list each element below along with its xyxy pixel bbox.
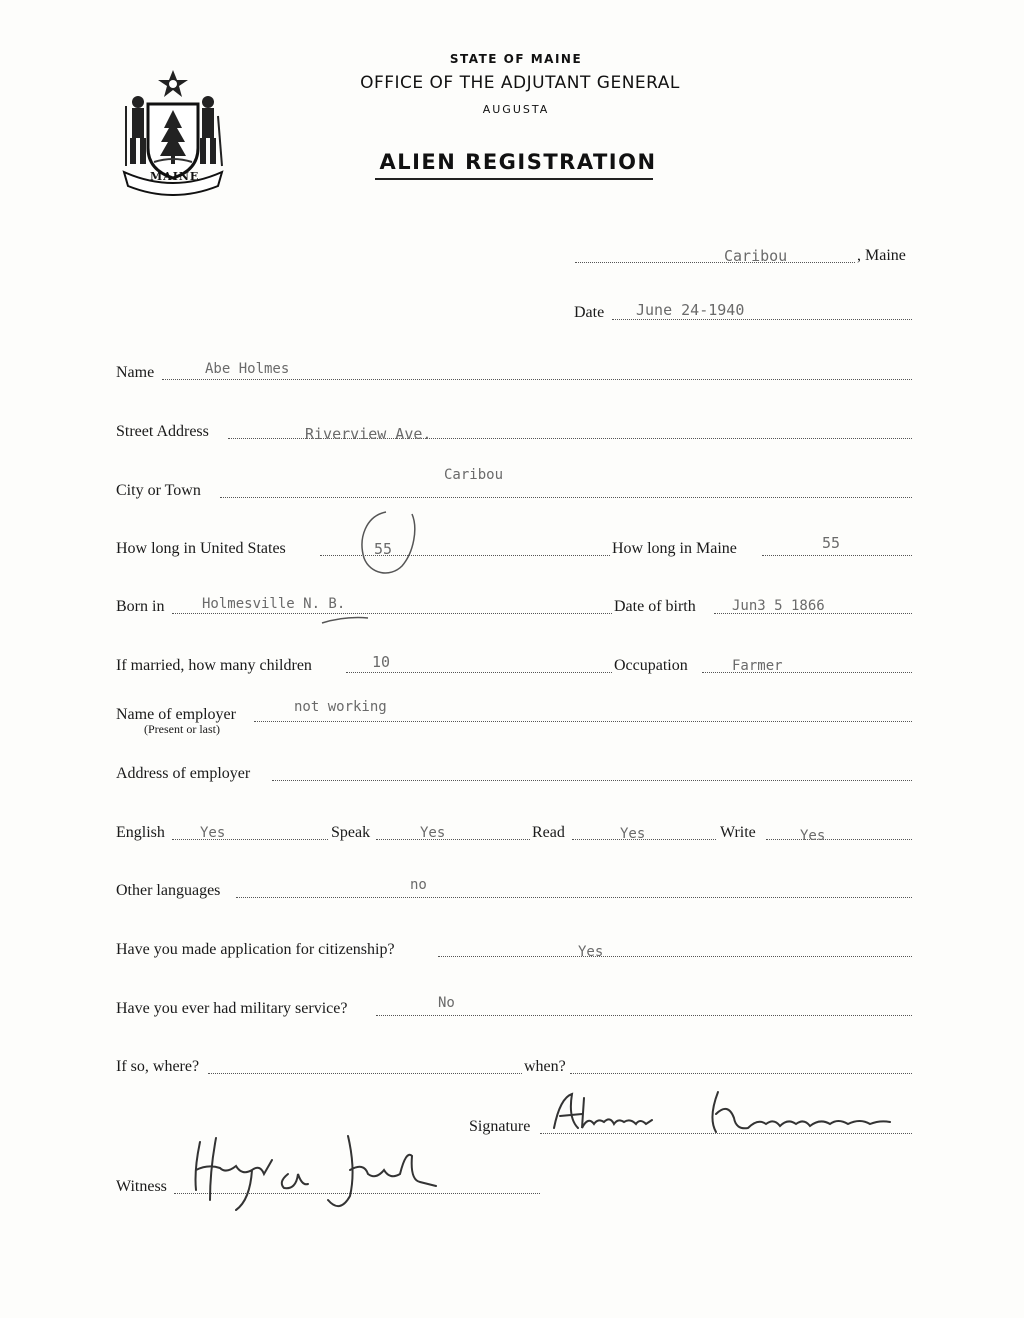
other-languages-value: no	[410, 877, 427, 893]
how-long-us-label: How long in United States	[116, 540, 286, 557]
name-label: Name	[116, 364, 155, 381]
english-dotted-line	[172, 839, 328, 840]
date-of-birth-value: Jun3 5 1866	[732, 598, 825, 614]
where-label: If so, where?	[116, 1058, 200, 1075]
date-of-birth-label: Date of birth	[614, 598, 696, 615]
circle-mark-icon	[356, 508, 422, 580]
street-address-value: Riverview Ave.	[305, 425, 432, 443]
how-long-us-value: 55	[374, 540, 393, 558]
born-in-label: Born in	[116, 598, 165, 615]
header-state: STATE OF MAINE	[449, 52, 583, 66]
seal-banner-text: MAINE	[150, 170, 200, 183]
city-dotted-line	[220, 497, 912, 498]
place-value: Caribou	[724, 247, 788, 265]
born-in-dotted-line	[172, 613, 612, 614]
date-label: Date	[574, 304, 605, 321]
children-dotted-line	[346, 672, 612, 673]
signature-label: Signature	[469, 1118, 531, 1135]
children-label: If married, how many children	[116, 657, 312, 674]
write-value: Yes	[800, 828, 826, 844]
other-languages-label: Other languages	[116, 882, 221, 899]
header-city: AUGUSTA	[482, 103, 550, 116]
write-label: Write	[720, 824, 756, 841]
speak-label: Speak	[331, 824, 371, 841]
name-value: Abe Holmes	[205, 361, 290, 377]
witness-label: Witness	[116, 1178, 167, 1195]
underline-mark-icon	[320, 614, 370, 626]
citizenship-label: Have you made application for citizenship?	[116, 941, 395, 958]
title-underline	[375, 178, 653, 180]
how-long-maine-value: 55	[822, 534, 841, 552]
when-label: when?	[524, 1058, 566, 1075]
employer-dotted-line	[254, 721, 912, 722]
read-value: Yes	[620, 826, 646, 842]
city-value: Caribou	[444, 467, 504, 483]
place-dotted-line	[575, 262, 855, 263]
children-value: 10	[372, 653, 391, 671]
speak-dotted-line	[376, 839, 530, 840]
employer-address-dotted-line	[272, 780, 912, 781]
military-label: Have you ever had military service?	[116, 1000, 348, 1017]
speak-value: Yes	[420, 825, 446, 841]
how-long-maine-label: How long in Maine	[612, 540, 737, 557]
date-dotted-line	[612, 319, 912, 320]
employer-address-label: Address of employer	[116, 765, 251, 782]
military-dotted-line	[376, 1015, 912, 1016]
street-address-label: Street Address	[116, 423, 209, 440]
other-languages-dotted-line	[236, 897, 912, 898]
when-dotted-line	[570, 1073, 912, 1074]
place-suffix: , Maine	[857, 247, 906, 264]
date-value: June 24-1940	[636, 301, 745, 319]
header-office: OFFICE OF THE ADJUTANT GENERAL	[360, 73, 680, 93]
signature-handwriting	[548, 1088, 908, 1140]
page-title: ALIEN REGISTRATION	[379, 150, 657, 174]
occupation-label: Occupation	[614, 657, 688, 674]
citizenship-value: Yes	[578, 944, 604, 960]
employer-value: not working	[294, 699, 387, 715]
read-label: Read	[532, 824, 565, 841]
name-dotted-line	[162, 379, 912, 380]
employer-sublabel: (Present or last)	[144, 722, 220, 736]
where-dotted-line	[208, 1073, 522, 1074]
city-label: City or Town	[116, 482, 201, 499]
born-in-value: Holmesville N. B.	[202, 596, 346, 612]
occupation-value: Farmer	[732, 658, 783, 674]
witness-handwriting	[180, 1130, 440, 1216]
english-value: Yes	[200, 825, 226, 841]
how-long-maine-dotted-line	[762, 555, 912, 556]
military-value: No	[438, 995, 455, 1011]
citizenship-dotted-line	[438, 956, 912, 957]
english-label: English	[116, 824, 165, 841]
employer-label: Name of employer	[116, 706, 236, 723]
write-dotted-line	[766, 839, 912, 840]
